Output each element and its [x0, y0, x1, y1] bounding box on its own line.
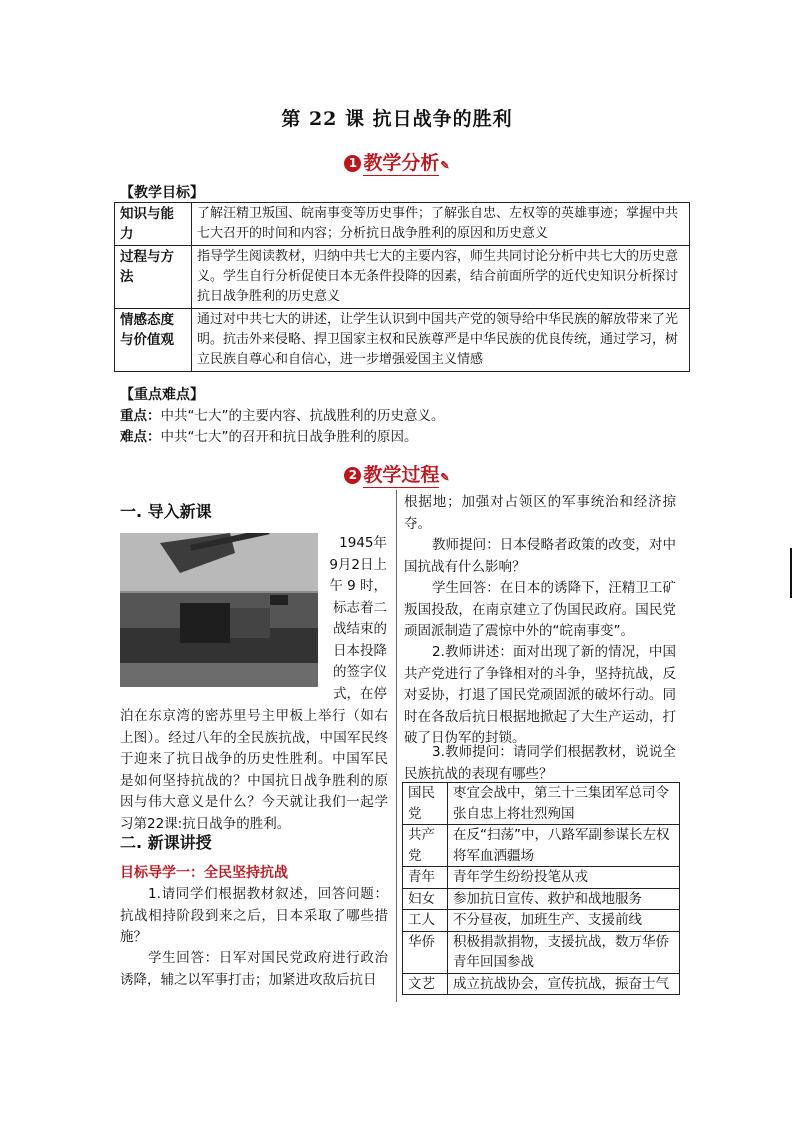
- right-paragraph-3: 学生回答：在日本的诱降下，汪精卫工矿叛国投敌，在南京建立了伪国民政府。国民党顽固派制造了震惊中外的“皖南事变”。: [404, 580, 676, 639]
- right-paragraph-1: 根据地；加强对占领区的军事统治和经济掠夺。: [404, 494, 676, 532]
- section-number-icon: 1: [344, 155, 361, 172]
- keypoint-main: [120, 406, 690, 427]
- objective-value: 了解汪精卫叛国、皖南事变等历史事件；了解张自忠、左权等的英雄事迹；掌握中共七大召开的时间和内容；分析抗日战争胜利的原因和历史意义: [192, 203, 690, 246]
- section-heading-analysis: [0, 148, 794, 175]
- question-1: 1.请同学们根据教材叙述，回答问题：抗战相持阶段到来之后，日本采取了哪些措施？: [120, 886, 388, 945]
- table-row: [115, 246, 690, 309]
- right-paragraph-5: 3.教师提问：请同学们根据教材，说说全民族抗战的表现有哪些？: [404, 744, 676, 782]
- group-name: 共产党: [403, 825, 448, 867]
- group-name: 国民党: [403, 783, 448, 825]
- keypoint-label: 难点：: [120, 429, 161, 445]
- right-paragraph-4: 2.教师讲述：面对出现了新的情况，中国共产党进行了争锋相对的斗争，坚持抗战，反对妥协，打退了国民党顽固派的破坏行动。同时在各敌后抗日根据地掀起了大生产运动，打破了日伪军的封锁。: [404, 644, 676, 746]
- table-row: [403, 973, 680, 995]
- column-divider: [396, 490, 397, 1002]
- group-description: 参加抗日宣传、救护和战地服务: [448, 888, 680, 910]
- group-description: 在反“扫荡”中，八路军副参谋长左权将军血洒疆场: [448, 825, 680, 867]
- page-edge-mark: [790, 548, 792, 598]
- section-label: 教学过程: [363, 464, 440, 486]
- keypoint-label: 重点：: [120, 408, 161, 424]
- flourish-icon: ✎: [440, 471, 450, 484]
- keypoints-header: 【重点难点】: [120, 387, 204, 403]
- objective-value: 指导学生阅读教材，归纳中共七大的主要内容，师生共同讨论分析中共七大的历史意义。学生自行分析促使日本无条件投降的因素，结合前面所学的近代史知识分析探讨抗日战争胜利的历史意义: [192, 246, 690, 309]
- table-row: [403, 888, 680, 910]
- group-name: 妇女: [403, 888, 448, 910]
- text-line: 式，在停: [333, 685, 387, 702]
- section-label: 教学分析: [363, 152, 440, 174]
- text-line: 日本投降: [333, 642, 387, 659]
- table-row: [403, 931, 680, 973]
- table-row: [403, 910, 680, 932]
- objective-value: 通过对中共七大的讲述，让学生认识到中国共产党的领导给中华民族的解放带来了光明。抗击外来侵略、捍卫国家主权和民族尊严是中华民族的优良传统，通过学习，树立民族自尊心和自信心，进一步增强爱国主义情感: [192, 309, 690, 372]
- table-row: [403, 783, 680, 825]
- intro-heading: 一. 导入新课: [120, 502, 212, 521]
- group-name: 工人: [403, 910, 448, 932]
- section-number-icon: 2: [344, 467, 361, 484]
- table-row: [115, 203, 690, 246]
- group-name: 华侨: [403, 931, 448, 973]
- surrender-ceremony-photo: [120, 533, 318, 687]
- group-description: 成立抗战协会，宣传抗战，振奋士气: [448, 973, 680, 995]
- objective-key: 情感态度与价值观: [115, 309, 192, 372]
- intro-paragraph: 泊在东京湾的密苏里号主甲板上举行（如右上图）。经过八年的全民族抗战，中国军民终于迎来了抗日战争的历史性胜利。中国军民是如何坚持抗战的？中国抗日战争胜利的原因与伟大意义是什么？今天就让我们一起学习第22课:抗日战争的胜利。: [120, 708, 388, 832]
- table-row: [403, 867, 680, 889]
- goal-heading: 目标导学一：全民坚持抗战: [120, 865, 288, 881]
- group-description: 青年学生纷纷投笔从戎: [448, 867, 680, 889]
- objective-key: 知识与能力: [115, 203, 192, 246]
- group-name: 青年: [403, 867, 448, 889]
- objectives-header: 【教学目标】: [120, 185, 204, 201]
- resistance-groups-table: [402, 782, 680, 995]
- group-description: 枣宜会战中，第三十三集团军总司令张自忠上将壮烈殉国: [448, 783, 680, 825]
- lesson-title: 第 22 课 抗日战争的胜利: [281, 108, 513, 130]
- section-heading-process: [0, 460, 794, 487]
- keypoint-text: 中共“七大”的主要内容、抗战胜利的历史意义。: [160, 408, 445, 424]
- text-line: 的签字仪: [333, 664, 387, 680]
- flourish-icon: ✎: [440, 159, 450, 172]
- keypoint-text: 中共“七大”的召开和抗日战争胜利的原因。: [160, 429, 418, 445]
- photo-illustration: [120, 533, 318, 687]
- group-name: 文艺: [403, 973, 448, 995]
- new-lesson-heading: 二. 新课讲授: [120, 833, 212, 852]
- text-line: 9月2日上: [329, 556, 387, 573]
- text-line: 战结束的: [333, 621, 387, 637]
- keypoint-difficult: [120, 427, 690, 448]
- table-row: [403, 825, 680, 867]
- table-row: [115, 309, 690, 372]
- objectives-table: [114, 202, 690, 372]
- photo-side-text: [325, 533, 387, 705]
- objective-key: 过程与方法: [115, 246, 192, 309]
- right-paragraph-2: 教师提问：日本侵略者政策的改变，对中国抗战有什么影响？: [404, 537, 676, 575]
- answer-1: 学生回答：日军对国民党政府进行政治诱降，辅之以军事打击；加紧进攻敌后抗日: [120, 950, 388, 988]
- group-description: 积极捐款捐物，支援抗战，数万华侨青年回国参战: [448, 931, 680, 973]
- text-line: 标志着二: [333, 599, 387, 616]
- text-line: 1945年: [339, 535, 387, 551]
- text-line: 午 9 时，: [329, 578, 387, 594]
- group-description: 不分昼夜，加班生产、支援前线: [448, 910, 680, 932]
